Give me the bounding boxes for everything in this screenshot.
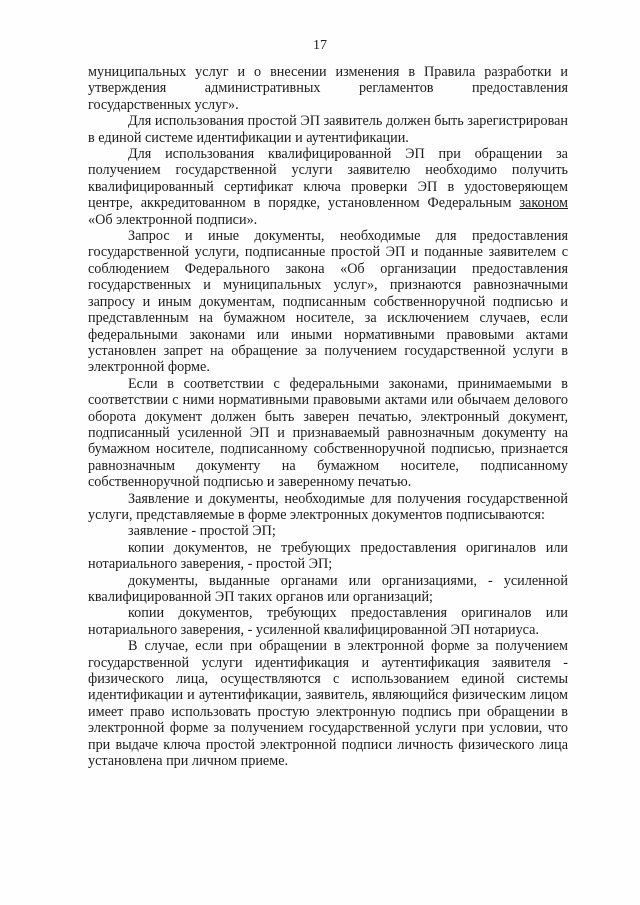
paragraph: Запрос и иные документы, необходимые для предоставления государственной услуги, подписанные простой ЭП и поданные заявителем с соблюдением Федерального закона «Об организации предоставления государственных и муниципальных услуг», признаются равнозначными запросу и иным документам, подписанным собственноручной подписью и представленным на бумажном носителе, за исключением случаев, если федеральными законами или иными нормативными правовыми актами установлен запрет на обращение за получением государственной услуги в электронной форме. bbox=[88, 228, 568, 376]
paragraph bbox=[88, 146, 568, 228]
paragraph: муниципальных услуг и о внесении изменения в Правила разработки и утверждения административных регламентов предоставления государственных услуг». bbox=[88, 64, 568, 113]
paragraph: В случае, если при обращении в электронной форме за получением государственной услуги идентификация и аутентификация заявителя - физического лица, осуществляются с использованием единой системы идентификации и аутентификации, заявитель, являющийся физическим лицом имеет право использовать простую электронную подпись при обращении в электронной форме за получением государственной услуги при условии, что при выдаче ключа простой электронной подписи личность физического лица установлена при личном приеме. bbox=[88, 638, 568, 770]
list-item: заявление - простой ЭП; bbox=[128, 523, 276, 540]
paragraph: Если в соответствии с федеральными законами, принимаемыми в соответствии с ними нормативными правовыми актами или обычаем делового оборота документ должен быть заверен печатью, электронный документ, подписанный усиленной ЭП и признаваемый равнозначным документу на бумажном носителе, подписанному собственноручной подписью, признается равнозначным документу на бумажном носителе, подписанному собственноручной подписью и заверенному печатью. bbox=[88, 375, 568, 491]
list-item: документы, выданные органами или организациями, - усиленной квалифицированной ЭП таких органов или организаций; bbox=[88, 572, 568, 605]
paragraph-text: Для использования квалифицированной ЭП при обращении за получением государственной услуги заявителю необходимо получить квалифицированный сертификат ключа проверки ЭП в удостоверяющем центре, аккредитованном в порядке, установленном Федеральным bbox=[88, 146, 568, 212]
paragraph-text: «Об электронной подписи». bbox=[88, 211, 258, 228]
list-item: копии документов, требующих предоставления оригиналов или нотариального заверения, - усиленной квалифицированной ЭП нотариуса. bbox=[88, 605, 568, 638]
list-item: копии документов, не требующих предоставления оригиналов или нотариального заверения, - простой ЭП; bbox=[88, 539, 568, 573]
document-body bbox=[88, 64, 568, 769]
paragraph: Заявление и документы, необходимые для получения государственной услуги, представляемые в форме электронных документов подписываются: bbox=[88, 490, 568, 523]
paragraph: Для использования простой ЭП заявитель должен быть зарегистрирован в единой системе идентификации и аутентификации. bbox=[88, 113, 568, 146]
law-link[interactable]: законом bbox=[519, 195, 568, 212]
page-number: 17 bbox=[313, 38, 327, 53]
